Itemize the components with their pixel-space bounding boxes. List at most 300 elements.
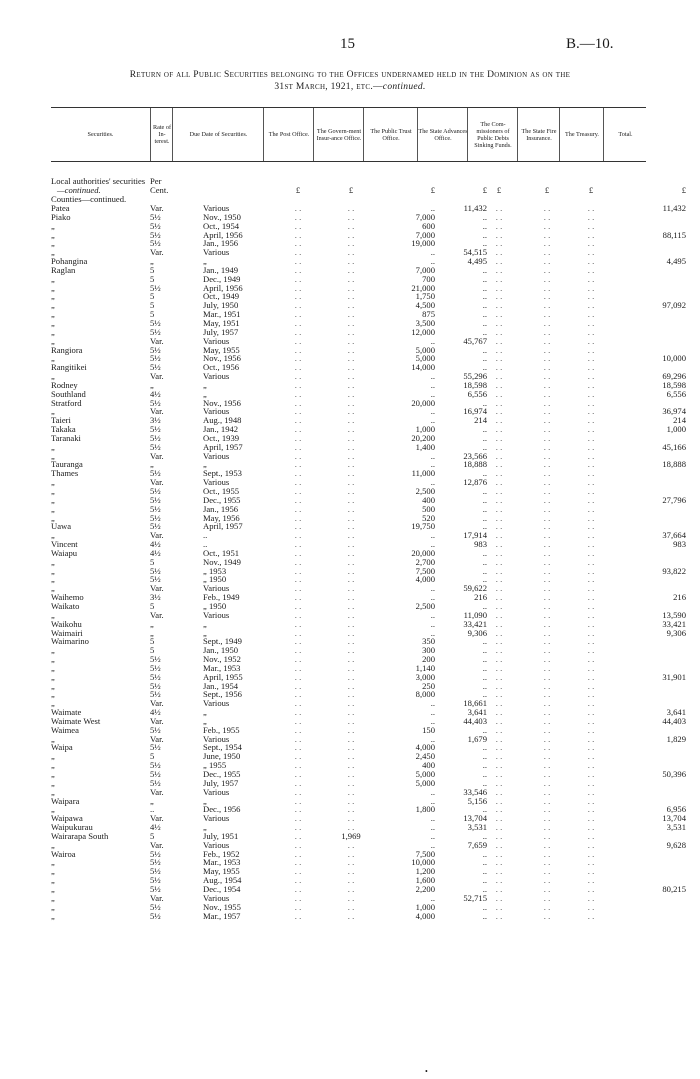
treasury-value: . .: [587, 203, 595, 213]
sinking-funds-value: . .: [495, 866, 503, 877]
post-office-value: . .: [294, 229, 302, 240]
public-trust-value: 5,000: [415, 344, 435, 355]
rate-of-interest: Var.: [150, 203, 164, 213]
due-date: Sept., 1954: [203, 742, 242, 753]
state-fire-value: . .: [543, 247, 551, 258]
due-date: July, 1957: [203, 326, 239, 337]
security-name: „: [51, 477, 55, 488]
rate-of-interest: „: [150, 459, 154, 470]
security-name: „: [51, 574, 55, 585]
state-advances-value: ..: [482, 830, 487, 841]
sinking-funds-value: . .: [495, 503, 503, 514]
state-advances-value: ..: [482, 503, 487, 514]
state-fire-value: . .: [543, 777, 551, 788]
due-date: July, 1950: [203, 300, 239, 311]
rate-of-interest: 5½: [150, 512, 161, 523]
treasury-value: . .: [587, 512, 595, 523]
state-advances-value: 18,598: [463, 379, 487, 390]
treasury-value: . .: [587, 547, 595, 558]
government-insurance-value: . .: [347, 256, 355, 267]
sinking-funds-value: . .: [495, 786, 503, 797]
state-fire-value: . .: [543, 468, 551, 479]
post-office-value: . .: [294, 468, 302, 479]
treasury-value: . .: [587, 539, 595, 550]
total-value: 69,296: [662, 371, 686, 382]
public-trust-value: 11,000: [411, 468, 435, 479]
rate-of-interest: 5½: [150, 397, 161, 408]
government-insurance-value: . .: [347, 654, 355, 665]
due-date: „ 1955: [203, 760, 227, 771]
post-office-value: . .: [294, 556, 302, 567]
public-trust-value: ..: [430, 698, 435, 709]
treasury-value: . .: [587, 662, 595, 673]
government-insurance-value: . .: [347, 344, 355, 355]
treasury-value: . .: [587, 680, 595, 691]
treasury-value: . .: [587, 786, 595, 797]
due-date: Dec., 1955: [203, 769, 241, 779]
state-fire-value: . .: [543, 229, 551, 240]
state-fire-value: . .: [543, 344, 551, 355]
government-insurance-value: . .: [347, 901, 355, 912]
security-name: Rodney: [51, 379, 78, 390]
state-advances-value: 16,974: [463, 406, 487, 417]
sinking-funds-value: . .: [495, 698, 503, 709]
sinking-funds-value: . .: [495, 751, 503, 762]
treasury-value: . .: [587, 733, 595, 744]
rate-of-interest: 5: [150, 751, 155, 762]
due-date: Aug., 1948: [203, 415, 242, 426]
public-trust-value: ..: [430, 371, 435, 382]
due-date: Sept., 1956: [203, 689, 242, 700]
government-insurance-value: . .: [347, 848, 355, 859]
public-trust-value: 8,000: [415, 689, 435, 700]
sinking-funds-value: . .: [495, 371, 503, 382]
government-insurance-value: . .: [347, 866, 355, 877]
state-advances-value: 23,566: [463, 450, 487, 461]
state-fire-value: . .: [543, 662, 551, 673]
state-advances-value: ..: [482, 291, 487, 302]
rate-of-interest: Var.: [150, 247, 164, 258]
post-office-value: . .: [294, 220, 302, 231]
sinking-funds-value: . .: [495, 592, 503, 603]
due-date: Various: [203, 450, 230, 461]
per-label: Per: [150, 176, 162, 186]
title-line-2: [30, 81, 670, 93]
public-trust-value: 19,000: [411, 238, 435, 249]
column-header: Securities.: [87, 131, 114, 138]
post-office-value: . .: [294, 627, 302, 638]
security-name: „: [51, 751, 55, 762]
state-fire-value: . .: [543, 583, 551, 594]
column-header: The Post Office.: [263, 108, 314, 161]
rate-of-interest: Var.: [150, 786, 164, 797]
state-advances-value: ..: [482, 362, 487, 373]
sinking-funds-value: . .: [495, 804, 503, 815]
rate-of-interest: 5½: [150, 680, 161, 691]
due-date: Various: [203, 335, 230, 346]
post-office-value: . .: [294, 733, 302, 744]
security-name: „: [51, 406, 55, 417]
due-date: April, 1957: [203, 441, 243, 452]
public-trust-value: 875: [422, 309, 435, 320]
rate-of-interest: „: [150, 618, 154, 629]
security-name: „: [51, 371, 55, 382]
rate-of-interest: Var.: [150, 450, 164, 461]
government-insurance-value: . .: [347, 786, 355, 797]
rate-of-interest: 5½: [150, 344, 161, 355]
state-fire-value: . .: [543, 654, 551, 665]
security-name: „: [51, 335, 55, 346]
state-fire-value: . .: [543, 565, 551, 576]
treasury-value: . .: [587, 866, 595, 877]
due-date: Various: [203, 477, 230, 488]
due-date: „: [203, 822, 207, 833]
post-office-value: . .: [294, 379, 302, 390]
public-trust-value: 1,000: [415, 901, 435, 912]
state-advances-value: ..: [482, 397, 487, 408]
government-insurance-value: . .: [347, 539, 355, 550]
post-office-value: . .: [294, 335, 302, 346]
sinking-funds-value: . .: [495, 910, 503, 921]
rate-of-interest: Var.: [150, 813, 164, 824]
column-header: The Public Trust Office.: [363, 108, 418, 161]
public-trust-value: 20,200: [411, 432, 435, 443]
due-date: „: [203, 388, 207, 399]
treasury-value: . .: [587, 494, 595, 505]
ink-mark: •: [425, 1067, 428, 1076]
state-fire-value: . .: [543, 309, 551, 320]
government-insurance-value: . .: [347, 627, 355, 638]
column-header: The State Fire Insurance.: [517, 108, 560, 161]
government-insurance-value: . .: [347, 415, 355, 426]
post-office-value: . .: [294, 822, 302, 833]
security-name: „: [51, 317, 55, 328]
table-title: [30, 69, 670, 93]
security-name: „: [51, 247, 55, 258]
security-name: „: [51, 220, 55, 231]
state-fire-value: . .: [543, 574, 551, 585]
due-date: „: [203, 379, 207, 390]
public-trust-value: 1,140: [415, 662, 435, 673]
security-name: Pohangina: [51, 256, 88, 267]
state-fire-value: . .: [543, 680, 551, 691]
post-office-value: . .: [294, 441, 302, 452]
security-name: „: [51, 760, 55, 771]
security-name: „: [51, 875, 55, 886]
state-fire-value: . .: [543, 539, 551, 550]
post-office-value: . .: [294, 309, 302, 320]
post-office-value: . .: [294, 547, 302, 558]
state-advances-value: 4,495: [467, 256, 487, 267]
due-date: Various: [203, 247, 230, 258]
state-advances-value: ..: [482, 875, 487, 886]
state-fire-value: . .: [543, 618, 551, 629]
government-insurance-value: . .: [347, 751, 355, 762]
sinking-funds-value: . .: [495, 822, 503, 833]
public-trust-value: ..: [430, 415, 435, 426]
security-name: „: [51, 654, 55, 665]
post-office-value: . .: [294, 910, 302, 921]
state-fire-value: . .: [543, 220, 551, 231]
post-office-value: . .: [294, 406, 302, 417]
state-advances-value: ..: [482, 866, 487, 877]
treasury-value: . .: [587, 256, 595, 267]
sinking-funds-value: . .: [495, 282, 503, 293]
sinking-funds-value: . .: [495, 848, 503, 859]
state-advances-value: ..: [482, 512, 487, 523]
column-header: The Govern-ment Insur-ance Office.: [313, 108, 364, 161]
total-value: 80,215: [662, 883, 686, 894]
post-office-value: . .: [294, 769, 302, 779]
column-header: The Com-missioners of Public Debts Sinking Funds.: [467, 108, 518, 161]
treasury-value: . .: [587, 344, 595, 355]
government-insurance-value: . .: [347, 521, 355, 532]
post-office-value: . .: [294, 459, 302, 470]
sinking-funds-value: . .: [495, 264, 503, 275]
due-date: Mar., 1953: [203, 857, 241, 868]
rate-of-interest: Var.: [150, 839, 164, 850]
rate-of-interest: 4½: [150, 547, 161, 558]
sinking-funds-value: . .: [495, 459, 503, 470]
rate-of-interest: 5½: [150, 769, 161, 779]
rate-of-interest: 5½: [150, 353, 161, 364]
government-insurance-value: . .: [347, 547, 355, 558]
security-name: „: [51, 282, 55, 293]
state-fire-value: . .: [543, 397, 551, 408]
state-fire-value: . .: [543, 441, 551, 452]
sinking-funds-value: . .: [495, 362, 503, 373]
state-fire-value: . .: [543, 450, 551, 461]
sinking-funds-value: . .: [495, 512, 503, 523]
security-name: Waikohu: [51, 618, 82, 629]
due-date: Nov., 1952: [203, 654, 241, 665]
public-trust-value: ..: [430, 203, 435, 213]
state-advances-value: ..: [482, 264, 487, 275]
due-date: ..: [203, 539, 208, 550]
sinking-funds-value: . .: [495, 335, 503, 346]
sinking-funds-value: . .: [495, 353, 503, 364]
state-advances-value: 17,914: [463, 530, 487, 541]
state-fire-value: . .: [543, 300, 551, 311]
public-trust-value: 700: [422, 273, 435, 284]
sinking-funds-value: . .: [495, 432, 503, 443]
public-trust-value: 4,000: [415, 910, 435, 921]
treasury-value: . .: [587, 822, 595, 833]
due-date: April, 1956: [203, 229, 243, 240]
state-fire-value: . .: [543, 733, 551, 744]
state-fire-value: . .: [543, 707, 551, 718]
treasury-value: . .: [587, 707, 595, 718]
rate-of-interest: ..: [150, 804, 155, 815]
treasury-value: . .: [587, 795, 595, 806]
sinking-funds-value: . .: [495, 618, 503, 629]
public-trust-value: 1,750: [415, 291, 435, 302]
government-insurance-value: . .: [347, 406, 355, 417]
government-insurance-value: . .: [347, 494, 355, 505]
post-office-value: . .: [294, 592, 302, 603]
sinking-funds-value: . .: [495, 892, 503, 903]
state-fire-value: . .: [543, 751, 551, 762]
security-name: Tauranga: [51, 459, 83, 470]
treasury-value: . .: [587, 742, 595, 753]
public-trust-value: 20,000: [411, 547, 435, 558]
public-trust-value: 300: [422, 645, 435, 656]
rate-of-interest: 5½: [150, 910, 161, 921]
post-office-value: . .: [294, 326, 302, 337]
state-advances-value: ..: [482, 300, 487, 311]
due-date: May, 1951: [203, 317, 240, 328]
rate-of-interest: 5½: [150, 742, 161, 753]
state-advances-value: ..: [482, 344, 487, 355]
public-trust-value: 5,000: [415, 769, 435, 779]
government-insurance-value: . .: [347, 264, 355, 275]
security-name: „: [51, 556, 55, 567]
public-trust-value: 250: [422, 680, 435, 691]
rate-of-interest: 5½: [150, 671, 161, 682]
treasury-value: . .: [587, 689, 595, 700]
state-fire-value: . .: [543, 211, 551, 222]
state-fire-value: . .: [543, 388, 551, 399]
rate-of-interest: 5½: [150, 326, 161, 337]
public-trust-value: 1,400: [415, 441, 435, 452]
rate-of-interest: Var.: [150, 892, 164, 903]
security-name: „: [51, 786, 55, 797]
state-advances-value: ..: [482, 468, 487, 479]
state-advances-value: ..: [482, 848, 487, 859]
security-name: „: [51, 857, 55, 868]
due-date: Mar., 1951: [203, 309, 241, 320]
post-office-value: . .: [294, 565, 302, 576]
rate-of-interest: Var.: [150, 477, 164, 488]
rate-of-interest: 5½: [150, 211, 161, 222]
due-date: „: [203, 459, 207, 470]
security-name: „: [51, 609, 55, 620]
state-advances-value: ..: [482, 353, 487, 364]
security-name: „: [51, 238, 55, 249]
rate-of-interest: 5½: [150, 432, 161, 443]
treasury-value: . .: [587, 574, 595, 585]
rate-of-interest: „: [150, 795, 154, 806]
treasury-value: . .: [587, 813, 595, 824]
total-value: 18,598: [662, 379, 686, 390]
government-insurance-value: . .: [347, 300, 355, 311]
total-value: 13,590: [662, 609, 686, 620]
column-header: Due Date of Securities.: [172, 108, 264, 161]
post-office-value: . .: [294, 477, 302, 488]
public-trust-value: 500: [422, 503, 435, 514]
rate-of-interest: 5½: [150, 521, 161, 532]
post-office-value: . .: [294, 636, 302, 647]
sinking-funds-value: . .: [495, 574, 503, 585]
government-insurance-value: . .: [347, 910, 355, 921]
state-advances-value: ..: [482, 441, 487, 452]
due-date: Jan., 1954: [203, 680, 239, 691]
pound-sign: £: [496, 185, 502, 195]
security-name: „: [51, 450, 55, 461]
public-trust-value: ..: [430, 379, 435, 390]
state-advances-value: 45,767: [463, 335, 487, 346]
due-date: Nov., 1956: [203, 353, 241, 364]
security-name: „: [51, 671, 55, 682]
rate-of-interest: 5½: [150, 229, 161, 240]
total-value: 93,822: [662, 565, 686, 576]
public-trust-value: ..: [430, 247, 435, 258]
security-name: „: [51, 892, 55, 903]
government-insurance-value: . .: [347, 804, 355, 815]
rate-of-interest: „: [150, 256, 154, 267]
rate-of-interest: 4½: [150, 388, 161, 399]
rate-of-interest: 4½: [150, 539, 161, 550]
pound-sign: £: [348, 185, 354, 195]
state-fire-value: . .: [543, 839, 551, 850]
post-office-value: . .: [294, 742, 302, 753]
section-heading: Local authorities' securities: [51, 176, 146, 186]
government-insurance-value: . .: [347, 769, 355, 779]
due-date: „ 1950: [203, 600, 227, 611]
sinking-funds-value: . .: [495, 724, 503, 735]
security-name: „: [51, 680, 55, 691]
post-office-value: . .: [294, 344, 302, 355]
security-name: „: [51, 494, 55, 505]
sinking-funds-value: . .: [495, 203, 503, 213]
due-date: Feb., 1949: [203, 592, 240, 603]
sinking-funds-value: . .: [495, 733, 503, 744]
rate-of-interest: 5½: [150, 654, 161, 665]
public-trust-value: 21,000: [411, 282, 435, 293]
due-date: July, 1951: [203, 830, 239, 841]
public-trust-value: 3,000: [415, 671, 435, 682]
rate-of-interest: 5½: [150, 503, 161, 514]
sinking-funds-value: . .: [495, 680, 503, 691]
due-date: Jan., 1949: [203, 264, 239, 275]
post-office-value: . .: [294, 760, 302, 771]
government-insurance-value: . .: [347, 273, 355, 284]
public-trust-value: 5,000: [415, 353, 435, 364]
treasury-value: . .: [587, 636, 595, 647]
total-value: 1,000: [666, 424, 686, 435]
security-name: Thames: [51, 468, 79, 479]
rate-of-interest: 5: [150, 309, 155, 320]
public-trust-value: ..: [430, 459, 435, 470]
state-fire-value: . .: [543, 362, 551, 373]
state-fire-value: . .: [543, 627, 551, 638]
government-insurance-value: . .: [347, 724, 355, 735]
post-office-value: . .: [294, 282, 302, 293]
column-header: Rate of In-terest.: [150, 108, 173, 161]
post-office-value: . .: [294, 238, 302, 249]
public-trust-value: 2,500: [415, 486, 435, 496]
section-continued: —continued.: [57, 185, 101, 195]
government-insurance-value: . .: [347, 530, 355, 541]
post-office-value: . .: [294, 494, 302, 505]
title-date: 31st March, 1921, etc.—: [274, 82, 383, 92]
rate-of-interest: 5½: [150, 848, 161, 859]
total-value: 4,495: [666, 256, 686, 267]
security-name: „: [51, 733, 55, 744]
state-advances-value: ..: [482, 238, 487, 249]
sinking-funds-value: . .: [495, 344, 503, 355]
security-name: Waipawa: [51, 813, 83, 824]
public-trust-value: ..: [430, 609, 435, 620]
total-value: 3,531: [666, 822, 686, 833]
security-name: „: [51, 698, 55, 709]
due-date: Various: [203, 609, 230, 620]
security-name: „: [51, 229, 55, 240]
security-name: „: [51, 273, 55, 284]
state-fire-value: . .: [543, 494, 551, 505]
due-date: Jan., 1942: [203, 424, 239, 435]
treasury-value: . .: [587, 715, 595, 726]
